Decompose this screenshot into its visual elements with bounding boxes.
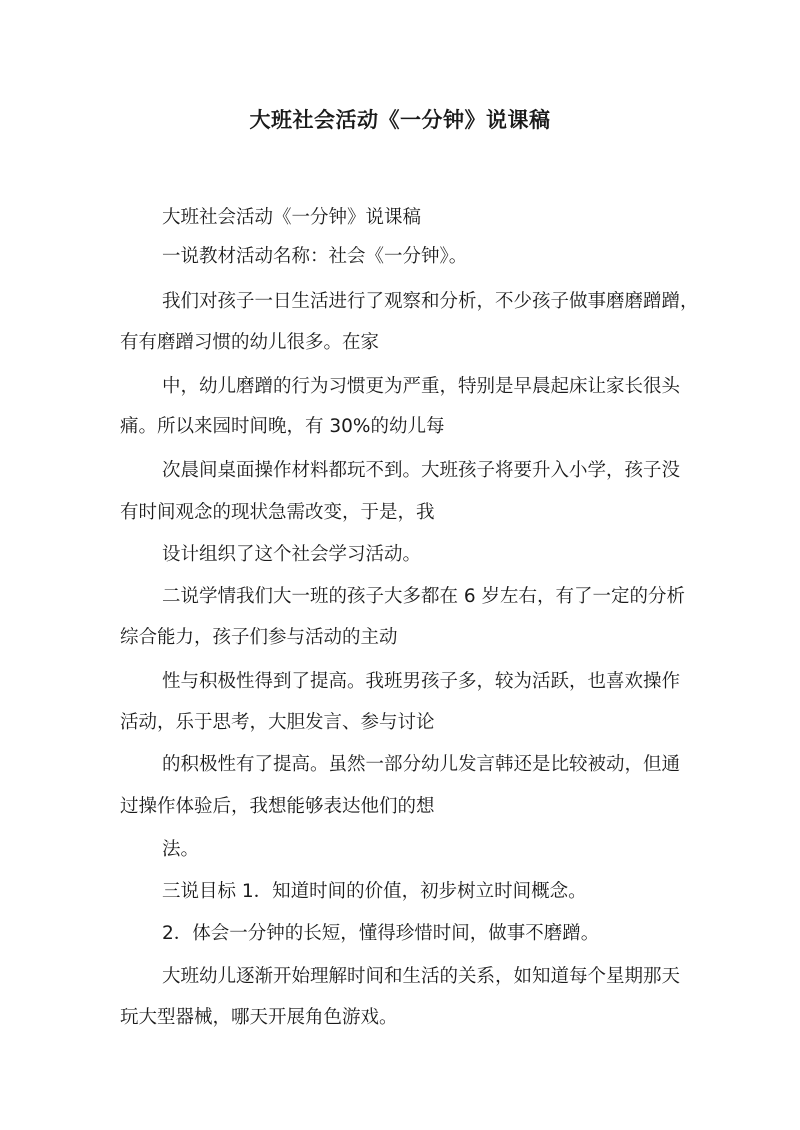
paragraph-line: 二说学情我们大一班的孩子大多都在 6 岁左右，有了一定的分析: [162, 586, 686, 607]
paragraph-line: 次晨间桌面操作材料都玩不到。大班孩子将要升入小学，孩子没: [162, 460, 681, 481]
paragraph-line: 我们对孩子一日生活进行了观察和分析，不少孩子做事磨磨蹭蹭，: [162, 291, 699, 312]
paragraph-line: 中，幼儿磨蹭的行为习惯更为严重，特别是早晨起床让家长很头: [162, 376, 681, 397]
paragraph-line: 有有磨蹭习惯的幼儿很多。在家: [120, 332, 380, 353]
paragraph-line: 有时间观念的现状急需改变，于是，我: [120, 502, 435, 523]
paragraph-line: 综合能力，孩子们参与活动的主动: [120, 627, 398, 648]
paragraph-line: 三说目标 1．知道时间的价值，初步树立时间概念。: [162, 881, 587, 902]
paragraph-line: 设计组织了这个社会学习活动。: [162, 544, 422, 565]
paragraph-line: 玩大型器械，哪天开展角色游戏。: [120, 1007, 398, 1028]
paragraph-line: 大班幼儿逐渐开始理解时间和生活的关系，如知道每个星期那天: [162, 966, 681, 987]
paragraph-line: 过操作体验后，我想能够表达他们的想: [120, 796, 435, 817]
paragraph-line: 性与积极性得到了提高。我班男孩子多，较为活跃，也喜欢操作: [162, 671, 681, 692]
paragraph-line: 大班社会活动《一分钟》说课稿: [162, 207, 422, 228]
paragraph-line: 法。: [162, 839, 200, 860]
paragraph-line: 活动，乐于思考，大胆发言、参与讨论: [120, 712, 435, 733]
paragraph-line: 2．体会一分钟的长短，懂得珍惜时间，做事不磨蹭。: [162, 923, 600, 944]
paragraph-line: 痛。所以来园时间晚，有 30%的幼儿每: [120, 416, 445, 437]
document-title: 大班社会活动《一分钟》说课稿: [249, 108, 551, 132]
paragraph-line: 的积极性有了提高。虽然一部分幼儿发言韩还是比较被动，但通: [162, 754, 681, 775]
paragraph-line: 一说教材活动名称：社会《一分钟》。: [162, 246, 468, 267]
